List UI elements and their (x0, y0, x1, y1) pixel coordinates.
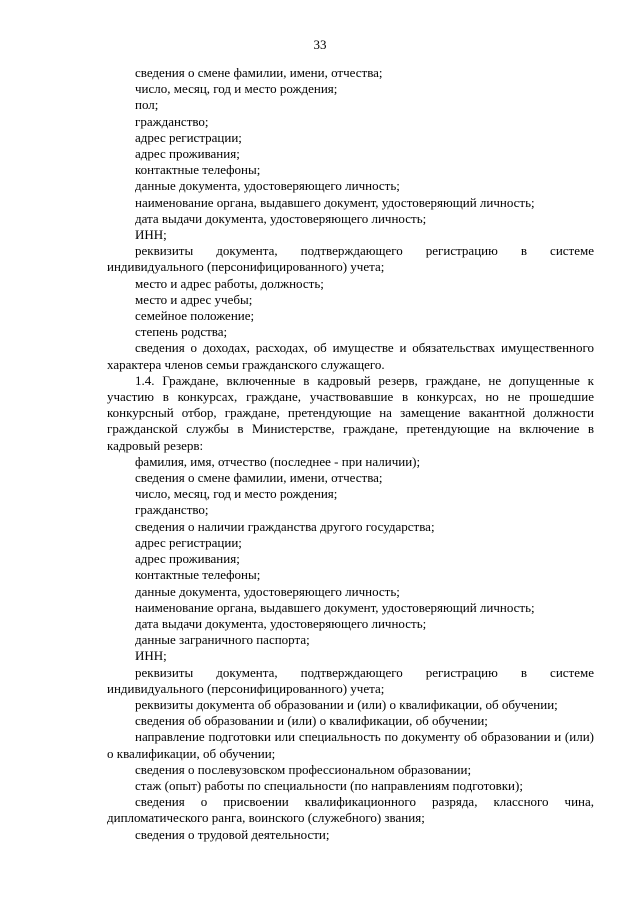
paragraph: сведения о доходах, расходах, об имуществе и обязательствах имущественного характера членов семьи гражданского служащего. (107, 340, 594, 372)
paragraph: гражданство; (135, 113, 209, 129)
paragraph: сведения о смене фамилии, имени, отчества; (135, 470, 383, 486)
paragraph: сведения об образовании и (или) о квалификации, об обучении; (135, 713, 488, 729)
paragraph: реквизиты документа, подтверждающего регистрацию в системе индивидуального (персонифицированного) учета; (107, 243, 594, 275)
paragraph: семейное положение; (135, 308, 255, 324)
paragraph: контактные телефоны; (135, 567, 261, 583)
paragraph: гражданство; (135, 502, 209, 518)
paragraph: число, месяц, год и место рождения; (135, 486, 338, 502)
paragraph: сведения о смене фамилии, имени, отчества; (135, 65, 383, 80)
paragraph: пол; (135, 97, 159, 113)
paragraph: место и адрес работы, должность; (135, 275, 324, 291)
paragraph: ИНН; (135, 648, 167, 664)
paragraph: наименование органа, выдавшего документ, удостоверяющий личность; (135, 599, 535, 615)
page-number: 33 (313, 37, 327, 52)
paragraph: место и адрес учебы; (135, 291, 253, 307)
paragraph: сведения о наличии гражданства другого государства; (135, 518, 435, 534)
paragraph: сведения о послевузовском профессиональном образовании; (135, 761, 472, 777)
paragraph: число, месяц, год и место рождения; (135, 81, 338, 97)
paragraph: ИНН; (135, 227, 167, 243)
paragraph: данные документа, удостоверяющего личность; (135, 178, 400, 194)
paragraph: реквизиты документа, подтверждающего регистрацию в системе индивидуального (персонифицированного) учета; (107, 664, 594, 696)
paragraph: сведения о присвоении квалификационного разряда, классного чина, дипломатического ранга, воинского (служебного) звания; (107, 794, 594, 826)
paragraph: степень родства; (135, 324, 228, 340)
paragraph: стаж (опыт) работы по специальности (по направлениям подготовки); (135, 777, 523, 793)
paragraph: 1.4. Граждане, включенные в кадровый резерв, граждане, не допущенные к участию в конкурсах, граждане, участвовавшие в конкурсах, но не прошедшие конкурсный отбор, граждане, претендующие на замещение вакантной должности гражданской службы в Министерстве, граждане, претендующие на включение в кадровый резерв: (107, 372, 594, 453)
paragraph: контактные телефоны; (135, 162, 261, 178)
paragraph: данные заграничного паспорта; (135, 632, 310, 648)
paragraph: дата выдачи документа, удостоверяющего личность; (135, 210, 427, 226)
paragraph: адрес проживания; (135, 146, 240, 162)
paragraph: сведения о трудовой деятельности; (135, 826, 330, 842)
paragraph: адрес регистрации; (135, 534, 242, 550)
paragraph: реквизиты документа об образовании и (или) о квалификации, об обучении; (135, 696, 558, 712)
paragraph: данные документа, удостоверяющего личность; (135, 583, 400, 599)
paragraph: дата выдачи документа, удостоверяющего личность; (135, 615, 427, 631)
paragraph: направление подготовки или специальность по документу об образовании и (или) о квалификации, об обучении; (107, 729, 594, 761)
paragraph: адрес проживания; (135, 551, 240, 567)
paragraph: фамилия, имя, отчество (последнее - при наличии); (135, 453, 421, 469)
page-body (107, 65, 594, 843)
paragraph: наименование органа, выдавшего документ, удостоверяющий личность; (135, 194, 535, 210)
paragraph: адрес регистрации; (135, 129, 242, 145)
